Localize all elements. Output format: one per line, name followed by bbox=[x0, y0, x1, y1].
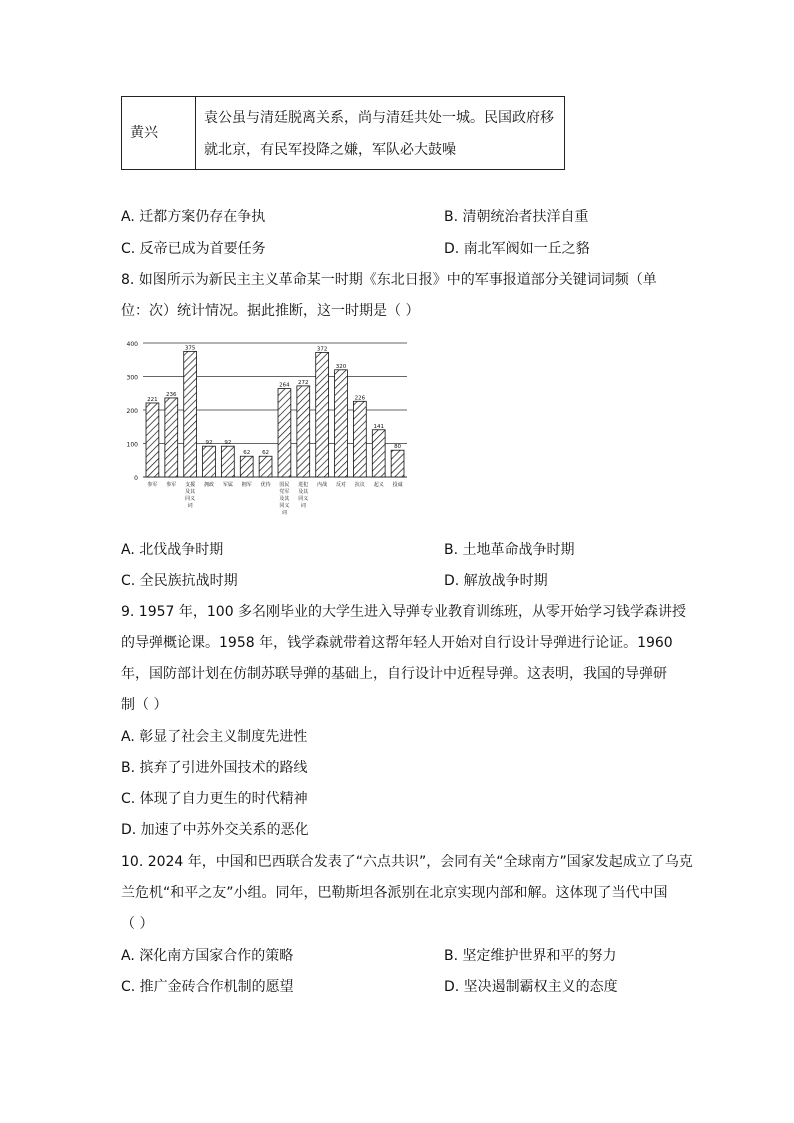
category-label-11: 抗议 bbox=[354, 482, 365, 488]
q9-stem-line-1: 9. 1957 年，100 多名刚毕业的大学生进入导弹专业教育训练班，从零开始学习钱学森讲授 bbox=[121, 604, 687, 620]
category-label-3: 拥政 bbox=[203, 482, 215, 488]
q10-option-b[interactable]: B. 坚定维护世界和平的努力 bbox=[444, 948, 617, 964]
bar-0 bbox=[146, 403, 159, 477]
y-tick-label-200: 200 bbox=[126, 408, 138, 415]
category-label-4: 军属 bbox=[222, 482, 233, 488]
q9-option-c[interactable]: C. 体现了自力更生的时代精神 bbox=[121, 791, 308, 807]
q10-stem-line-3: （ ） bbox=[121, 916, 154, 932]
bar-value-label-3: 92 bbox=[205, 440, 213, 447]
keyword-frequency-chart bbox=[118, 336, 418, 526]
q7-option-a[interactable]: A. 迁都方案仍存在争执 bbox=[121, 209, 266, 225]
table-quote-line-1: 袁公虽与清廷脱离关系，尚与清廷共处一城。民国政府移 bbox=[204, 110, 554, 126]
chart-grid bbox=[143, 343, 407, 477]
bar-12 bbox=[372, 430, 385, 477]
bar-value-label-6: 62 bbox=[262, 450, 270, 457]
bar-4 bbox=[221, 446, 234, 477]
bar-6 bbox=[259, 456, 272, 477]
q9-option-a[interactable]: A. 彰显了社会主义制度先进性 bbox=[121, 729, 308, 745]
bar-value-label-8: 272 bbox=[298, 379, 309, 386]
bar-value-label-10: 320 bbox=[335, 363, 347, 370]
category-label-6: 优待 bbox=[260, 482, 271, 488]
bar-value-label-2: 375 bbox=[184, 345, 196, 352]
bar-2 bbox=[184, 351, 197, 477]
bar-value-label-12: 141 bbox=[373, 423, 384, 430]
bar-value-label-5: 62 bbox=[243, 450, 251, 457]
category-label-0: 参军 bbox=[147, 482, 158, 488]
bar-value-label-11: 226 bbox=[354, 395, 366, 402]
bar-7 bbox=[278, 389, 291, 477]
q10-stem-line-2: 兰危机“和平之友”小组。同年，巴勒斯坦各派别在北京实现内部和解。这体现了当代中国 bbox=[121, 885, 668, 901]
q7-option-d[interactable]: D. 南北军阀如一丘之貉 bbox=[444, 241, 590, 257]
bar-1 bbox=[165, 398, 178, 477]
q8-option-a[interactable]: A. 北伐战争时期 bbox=[121, 542, 224, 558]
q8-option-d[interactable]: D. 解放战争时期 bbox=[444, 573, 548, 589]
y-tick-label-100: 100 bbox=[126, 441, 138, 449]
bar-value-label-4: 92 bbox=[224, 440, 232, 447]
q10-option-a[interactable]: A. 深化南方国家合作的策略 bbox=[121, 948, 294, 964]
table-person-name: 黄兴 bbox=[130, 125, 158, 141]
q7-option-b[interactable]: B. 清朝统治者扶洋自重 bbox=[444, 209, 589, 225]
q9-stem-line-3: 年，国防部计划在仿制苏联导弹的基础上，自行设计中近程导弹。这表明，我国的导弹研 bbox=[121, 666, 667, 682]
q10-stem-line-1: 10. 2024 年，中国和巴西联合发表了“六点共识”，会同有关“全球南方”国家发起成立了乌克 bbox=[121, 854, 693, 870]
bar-13 bbox=[391, 450, 404, 477]
q8-option-b[interactable]: B. 土地革命战争时期 bbox=[444, 542, 575, 558]
category-label-2: 支援及其同义词 bbox=[185, 482, 196, 509]
category-label-13: 投诚 bbox=[392, 482, 403, 488]
category-label-1: 参军 bbox=[166, 482, 177, 488]
category-label-5: 拥军 bbox=[241, 482, 252, 488]
table-quote-line-2: 就北京，有民军投降之嫌，军队必大鼓噪 bbox=[204, 142, 456, 158]
bar-value-label-1: 236 bbox=[166, 391, 177, 398]
quote-table bbox=[121, 96, 565, 170]
y-tick-label-0: 0 bbox=[134, 475, 138, 482]
bar-9 bbox=[316, 352, 329, 477]
chart-bars bbox=[146, 351, 404, 477]
q8-stem-line-1: 8. 如图所示为新民主主义革命某一时期《东北日报》中的军事报道部分关键词词频（单 bbox=[121, 272, 657, 288]
bar-value-label-7: 264 bbox=[279, 382, 290, 389]
y-tick-label-400: 400 bbox=[126, 341, 138, 348]
bar-3 bbox=[203, 446, 216, 477]
bar-11 bbox=[353, 401, 366, 477]
bar-10 bbox=[335, 370, 348, 477]
category-label-9: 内战 bbox=[317, 482, 328, 488]
q7-option-c[interactable]: C. 反帝已成为首要任务 bbox=[121, 241, 266, 257]
chart-y-ticks bbox=[127, 341, 139, 482]
q8-stem-line-2: 位：次）统计情况。据此推断，这一时期是（ ） bbox=[121, 303, 420, 319]
q8-option-c[interactable]: C. 全民族抗战时期 bbox=[121, 573, 238, 589]
category-label-10: 反对 bbox=[335, 482, 347, 488]
y-tick-label-300: 300 bbox=[126, 374, 138, 382]
q9-stem-line-2: 的导弹概论课。1958 年，钱学森就带着这帮年轻人开始对自行设计导弹进行论证。1960 bbox=[121, 635, 673, 651]
q9-option-b[interactable]: B. 摈弃了引进外国技术的路线 bbox=[121, 760, 308, 776]
category-label-12: 起义 bbox=[373, 482, 384, 488]
chart-category-labels bbox=[147, 481, 402, 516]
q9-option-d[interactable]: D. 加速了中苏外交关系的恶化 bbox=[121, 822, 309, 838]
category-label-8: 进犯及其同义词 bbox=[298, 482, 309, 509]
q10-option-d[interactable]: D. 坚决遏制霸权主义的态度 bbox=[444, 979, 618, 995]
q10-option-c[interactable]: C. 推广金砖合作机制的愿望 bbox=[121, 979, 294, 995]
bar-8 bbox=[297, 386, 310, 477]
bar-value-label-0: 221 bbox=[147, 396, 158, 403]
category-label-7: 国民党军及其同义词 bbox=[279, 482, 290, 516]
bar-value-label-13: 80 bbox=[394, 444, 402, 451]
bar-5 bbox=[240, 456, 253, 477]
q9-stem-line-4: 制（ ） bbox=[121, 697, 168, 713]
table-name-cell bbox=[122, 97, 196, 169]
bar-value-label-9: 372 bbox=[316, 346, 328, 353]
